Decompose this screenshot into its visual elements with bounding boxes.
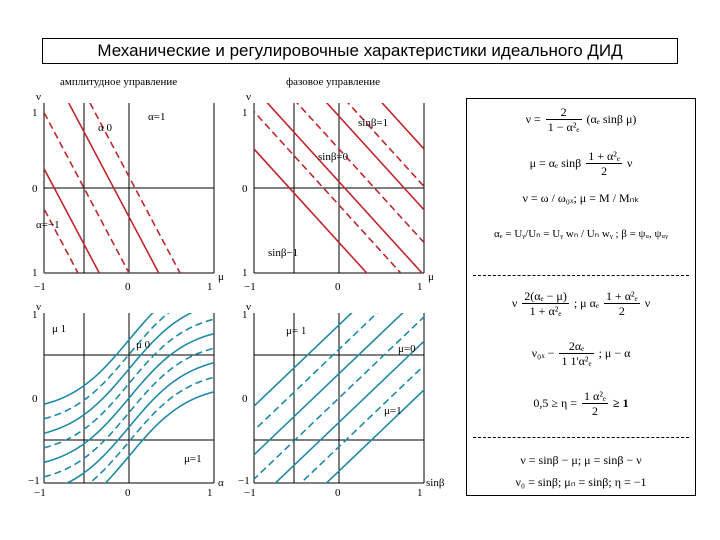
tr-x-axis-label: μ — [428, 271, 434, 283]
f5-fraction-2 — [604, 289, 640, 318]
f6-fraction — [559, 339, 593, 368]
f2-den: 2 — [601, 164, 608, 178]
bl-ytick-top: 1 — [32, 309, 38, 321]
tr-label-sinbeta-0: sinβ=0 — [318, 151, 349, 163]
tr-xtick-left: −1 — [244, 281, 256, 293]
br-curve-6 — [306, 293, 461, 500]
tl-xtick-right: 1 — [207, 281, 213, 293]
tr-curve-3 — [279, 83, 460, 303]
tl-xtick-mid: 0 — [125, 281, 131, 293]
br-x-axis-label: sinβ — [426, 477, 445, 489]
bl-label-mu-1: μ 1 — [52, 323, 67, 335]
tr-label-sinbeta-1: sinβ=1 — [358, 117, 389, 129]
separator-1 — [473, 275, 689, 276]
br-label-mu-minus1: μ= 1 — [286, 325, 307, 337]
slide-title: Механические и регулировочные характеристики идеального ДИД — [42, 38, 678, 64]
f1-lhs: ν = — [525, 112, 541, 126]
tr-curves — [194, 83, 460, 303]
f5-fraction — [522, 289, 569, 318]
f5-den: 1 + α²ₑ — [529, 304, 562, 318]
formula-nu-mu-combined — [467, 289, 695, 318]
br-xtick-left: −1 — [244, 487, 256, 499]
f2-rhs: ν — [626, 156, 633, 170]
tr-curve-2 — [249, 83, 449, 303]
tl-xtick-left: −1 — [34, 281, 46, 293]
br-label-mu-1: μ=1 — [384, 405, 402, 417]
f5-num: 2(αₑ − μ) — [524, 289, 567, 303]
br-y-axis-label: ν — [246, 301, 251, 313]
bl-xtick-left: −1 — [34, 487, 46, 499]
tr-y-axis-label: ν — [246, 91, 251, 103]
f6-lhs: ν₀ₓ − — [531, 346, 555, 360]
tr-curve-4 — [309, 83, 460, 303]
f1-rhs: (αₑ sinβ μ) — [586, 112, 637, 126]
bl-x-axis-label: α — [218, 477, 224, 489]
f5-lhs: ν — [511, 296, 518, 310]
formula-idle-speed — [467, 339, 695, 368]
tl-ytick-top: 1 — [32, 107, 38, 119]
f2-fraction — [586, 149, 622, 178]
f6-den: 1 1'α²ₑ — [561, 354, 592, 368]
panel-top-right — [194, 83, 460, 303]
br-label-mu-0: μ=0 — [398, 343, 416, 355]
tr-curve-1 — [228, 83, 428, 303]
f7-lhs: 0,5 ≥ η = — [533, 396, 578, 410]
tr-ytick-top: 1 — [242, 107, 248, 119]
br-xtick-mid: 0 — [335, 487, 341, 499]
br-ytick-mid: 0 — [242, 393, 248, 405]
tl-ytick-mid: 0 — [32, 183, 38, 195]
br-xtick-right: 1 — [417, 487, 423, 499]
f1-den: 1 − α²ₑ — [547, 120, 580, 134]
bl-xtick-mid: 0 — [125, 487, 131, 499]
formula-relative-units: ν = ω / ω₀ₓ; μ = M / Mₙₖ — [522, 191, 640, 205]
tr-xtick-right: 1 — [417, 281, 423, 293]
f5-den2: 2 — [618, 304, 625, 318]
bl-xtick-right: 1 — [207, 487, 213, 499]
bl-ytick-mid: 0 — [32, 393, 38, 405]
bl-label-mu-0: μ 0 — [136, 339, 151, 351]
f5-alpha: αₑ — [589, 296, 599, 310]
formula-phase-limits: ν₀ = sinβ; μₙ = sinβ; η = −1 — [515, 475, 647, 489]
tl-label-alpha-1: α=1 — [148, 111, 166, 123]
tl-y-axis-label: ν — [36, 91, 41, 103]
formula-signal-coefficient: αₑ = Uᵧ/Uₙ = Uᵧ wₙ / Uₙ wᵧ ; β = ψᵤ, ψᵤᵧ — [494, 228, 668, 240]
f5-rhs: ν — [644, 296, 651, 310]
f6-rhs: ; μ − α — [598, 346, 631, 360]
bl-y-axis-label: ν — [36, 301, 41, 313]
formulas-panel — [466, 98, 696, 496]
tl-ytick-bottom: 1 — [32, 267, 38, 279]
f2-lhs: μ = αₑ sinβ — [529, 156, 582, 170]
tl-label-alpha-0: α 0 — [98, 122, 113, 134]
bl-label-mu-eq1: μ=1 — [184, 453, 202, 465]
tr-xtick-mid: 0 — [335, 281, 341, 293]
f5-mid: ; μ — [573, 296, 587, 310]
tr-ytick-bottom: 1 — [242, 267, 248, 279]
tr-ytick-mid: 0 — [242, 183, 248, 195]
f7-rhs: ≥ 1 — [613, 396, 629, 410]
br-ytick-top: 1 — [242, 309, 248, 321]
br-curve-2 — [204, 293, 424, 500]
formula-phase-nu-mu: ν = sinβ − μ; μ = sinβ − ν — [520, 453, 642, 467]
f1-num: 2 — [546, 105, 582, 120]
f7-num: 1 α²ₑ — [584, 389, 606, 403]
caption-phase-control: фазовое управление — [286, 76, 381, 88]
f5-num2: 1 + α²ₑ — [605, 289, 638, 303]
caption-amplitude-control: амплитудное управление — [60, 76, 178, 88]
formula-mu-amplitude — [467, 149, 695, 178]
f7-den: 2 — [592, 404, 599, 418]
f2-num: 1 + α²ₑ — [588, 149, 620, 163]
panel-bottom-left — [44, 276, 214, 501]
tr-label-sinbeta-minus1: sinβ−1 — [268, 247, 299, 259]
bl-ytick-bottom: −1 — [28, 475, 40, 487]
br-ytick-bottom: −1 — [238, 475, 250, 487]
br-curve-5 — [280, 293, 460, 500]
tl-x-axis-label: μ — [218, 271, 224, 283]
formula-efficiency — [467, 389, 695, 418]
f1-fraction — [546, 105, 582, 134]
formula-nu-amplitude — [467, 105, 695, 134]
separator-2 — [473, 437, 689, 438]
f7-fraction — [582, 389, 608, 418]
f6-num: 2αₑ — [559, 339, 593, 354]
tl-label-alpha-minus1: α=−1 — [36, 219, 60, 231]
